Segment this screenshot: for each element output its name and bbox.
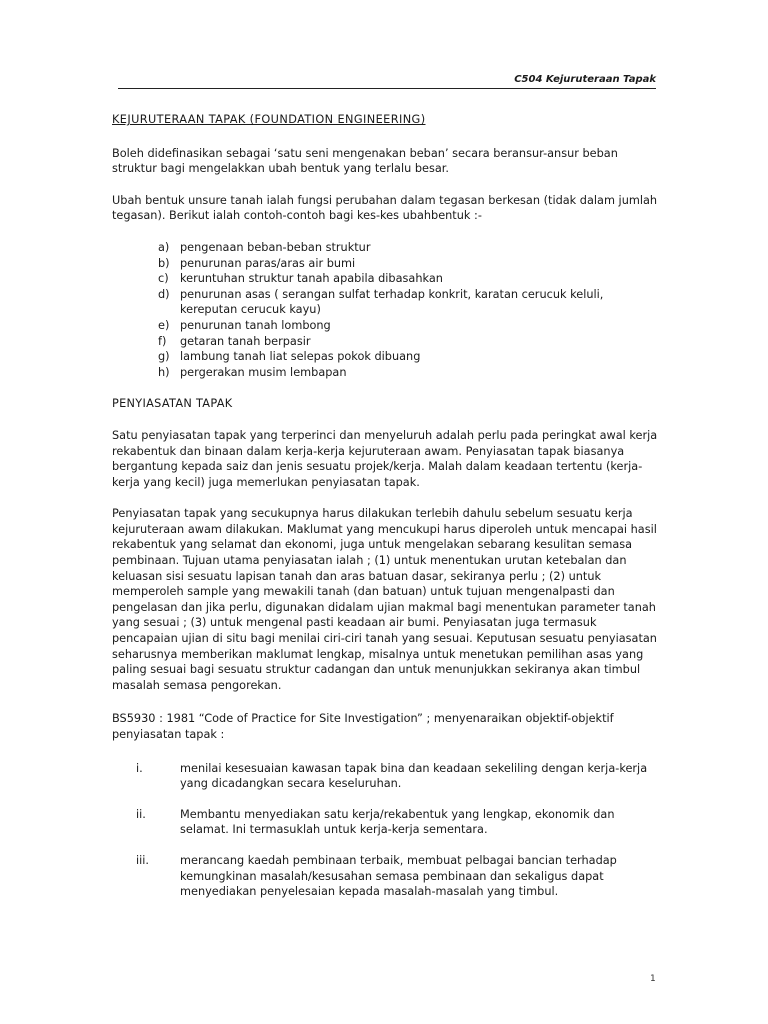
list-item: g) lambung tanah liat selepas pokok dibuang (158, 350, 421, 364)
list-item: ii. Membantu menyediakan satu kerja/rekabentuk yang lengkap, ekonomik dan selamat. Ini termasuklah untuk kerja-kerja sementara. (136, 807, 615, 837)
document-title: KEJURUTERAAN TAPAK (FOUNDATION ENGINEERING) (112, 113, 426, 126)
standard-paragraph: BS5930 : 1981 “Code of Practice for Site Investigation” ; menyenaraikan objektif-objektif penyiasatan tapak : (112, 712, 614, 741)
page-number: 1 (650, 974, 656, 984)
definition-paragraph: Boleh didefinasikan sebagai ‘satu seni mengenakan beban’ secara beransur-ansur beban struktur bagi mengelakkan ubah bentuk yang terlalu besar. (112, 146, 618, 176)
objectives-list (112, 761, 660, 900)
site-investigation-paragraph: Satu penyiasatan tapak yang terperinci dan menyeluruh adalah perlu pada peringkat awal kerja rekabentuk dan binaan dalam kerja-kerja kejuruteraan awam. Penyiasatan tapak biasanya bergantung kepada saiz dan jenis sesuatu projek/kerja. Malah dalam keadaan tertentu (kerja-kerja yang kecil) juga memerlukan penyiasatan tapak. (112, 428, 658, 489)
deformation-paragraph: Ubah bentuk unsure tanah ialah fungsi perubahan dalam tegasan berkesan (tidak dalam jumlah tegasan). Berikut ialah contoh-contoh bagi kes-kes ubahbentuk :- (112, 193, 658, 223)
list-item: f) getaran tanah berpasir (158, 334, 311, 348)
list-item: i. menilai kesesuaian kawasan tapak bina dan keadaan sekeliling dengan kerja-kerja yang dicadangkan secara keseluruhan. (136, 761, 648, 791)
section-heading: PENYIASATAN TAPAK (112, 397, 233, 411)
list-item: e) penurunan tanah lombong (158, 318, 331, 332)
deformation-cases-list (112, 240, 660, 380)
list-item: b) penurunan paras/aras air bumi (158, 256, 356, 270)
running-header: C504 Kejuruteraan Tapak (118, 74, 656, 89)
list-item: a) pengenaan beban-beban struktur (158, 240, 371, 254)
document-body (112, 112, 660, 900)
list-item: iii. merancang kaedah pembinaan terbaik, membuat pelbagai bancian terhadap kemungkinan masalah/kesusahan semasa pembinaan dan sekaligus dapat menyediakan penyelesaian kepada masalah-masalah yang timbul. (136, 853, 617, 899)
list-item: h) pergerakan musim lembapan (158, 365, 347, 379)
list-item: d) penurunan asas ( serangan sulfat terhadap konkrit, karatan cerucuk keluli, kereputan cerucuk kayu) (158, 287, 604, 317)
purpose-paragraph: Penyiasatan tapak yang secukupnya harus dilakukan terlebih dahulu sebelum sesuatu kerja kejuruteraan awam dilakukan. Maklumat yang mencukupi harus diperoleh untuk mencapai hasil rekabentuk yang selamat dan ekonomi, juga untuk mengelakan sebarang kesulitan semasa pembinaan. Tujuan utama penyiasatan ialah ; (1) untuk menentukan urutan ketebalan dan keluasan sisi sesuatu lapisan tanah dan aras batuan dasar, sekiranya perlu ; (2) untuk memperoleh sample yang mewakili tanah (dan batuan) untuk tujuan mengenalpasti dan pengelasan dan jika perlu, digunakan didalam ujian makmal bagi menentukan parameter tanah yang sesuai ; (3) untuk mengenal pasti keadaan air bumi. Penyiasatan juga termasuk pencapaian ujian di situ bagi menilai ciri-ciri tanah yang sesuai. Keputusan sesuatu penyiasatan seharusnya memberikan maklumat lengkap, misalnya untuk menetukan pemilihan asas yang paling sesuai bagi sesuatu struktur cadangan dan untuk menunjukkan sekiranya akan timbul masalah semasa pengorekan. (112, 507, 657, 692)
list-item: c) keruntuhan struktur tanah apabila dibasahkan (158, 272, 443, 286)
